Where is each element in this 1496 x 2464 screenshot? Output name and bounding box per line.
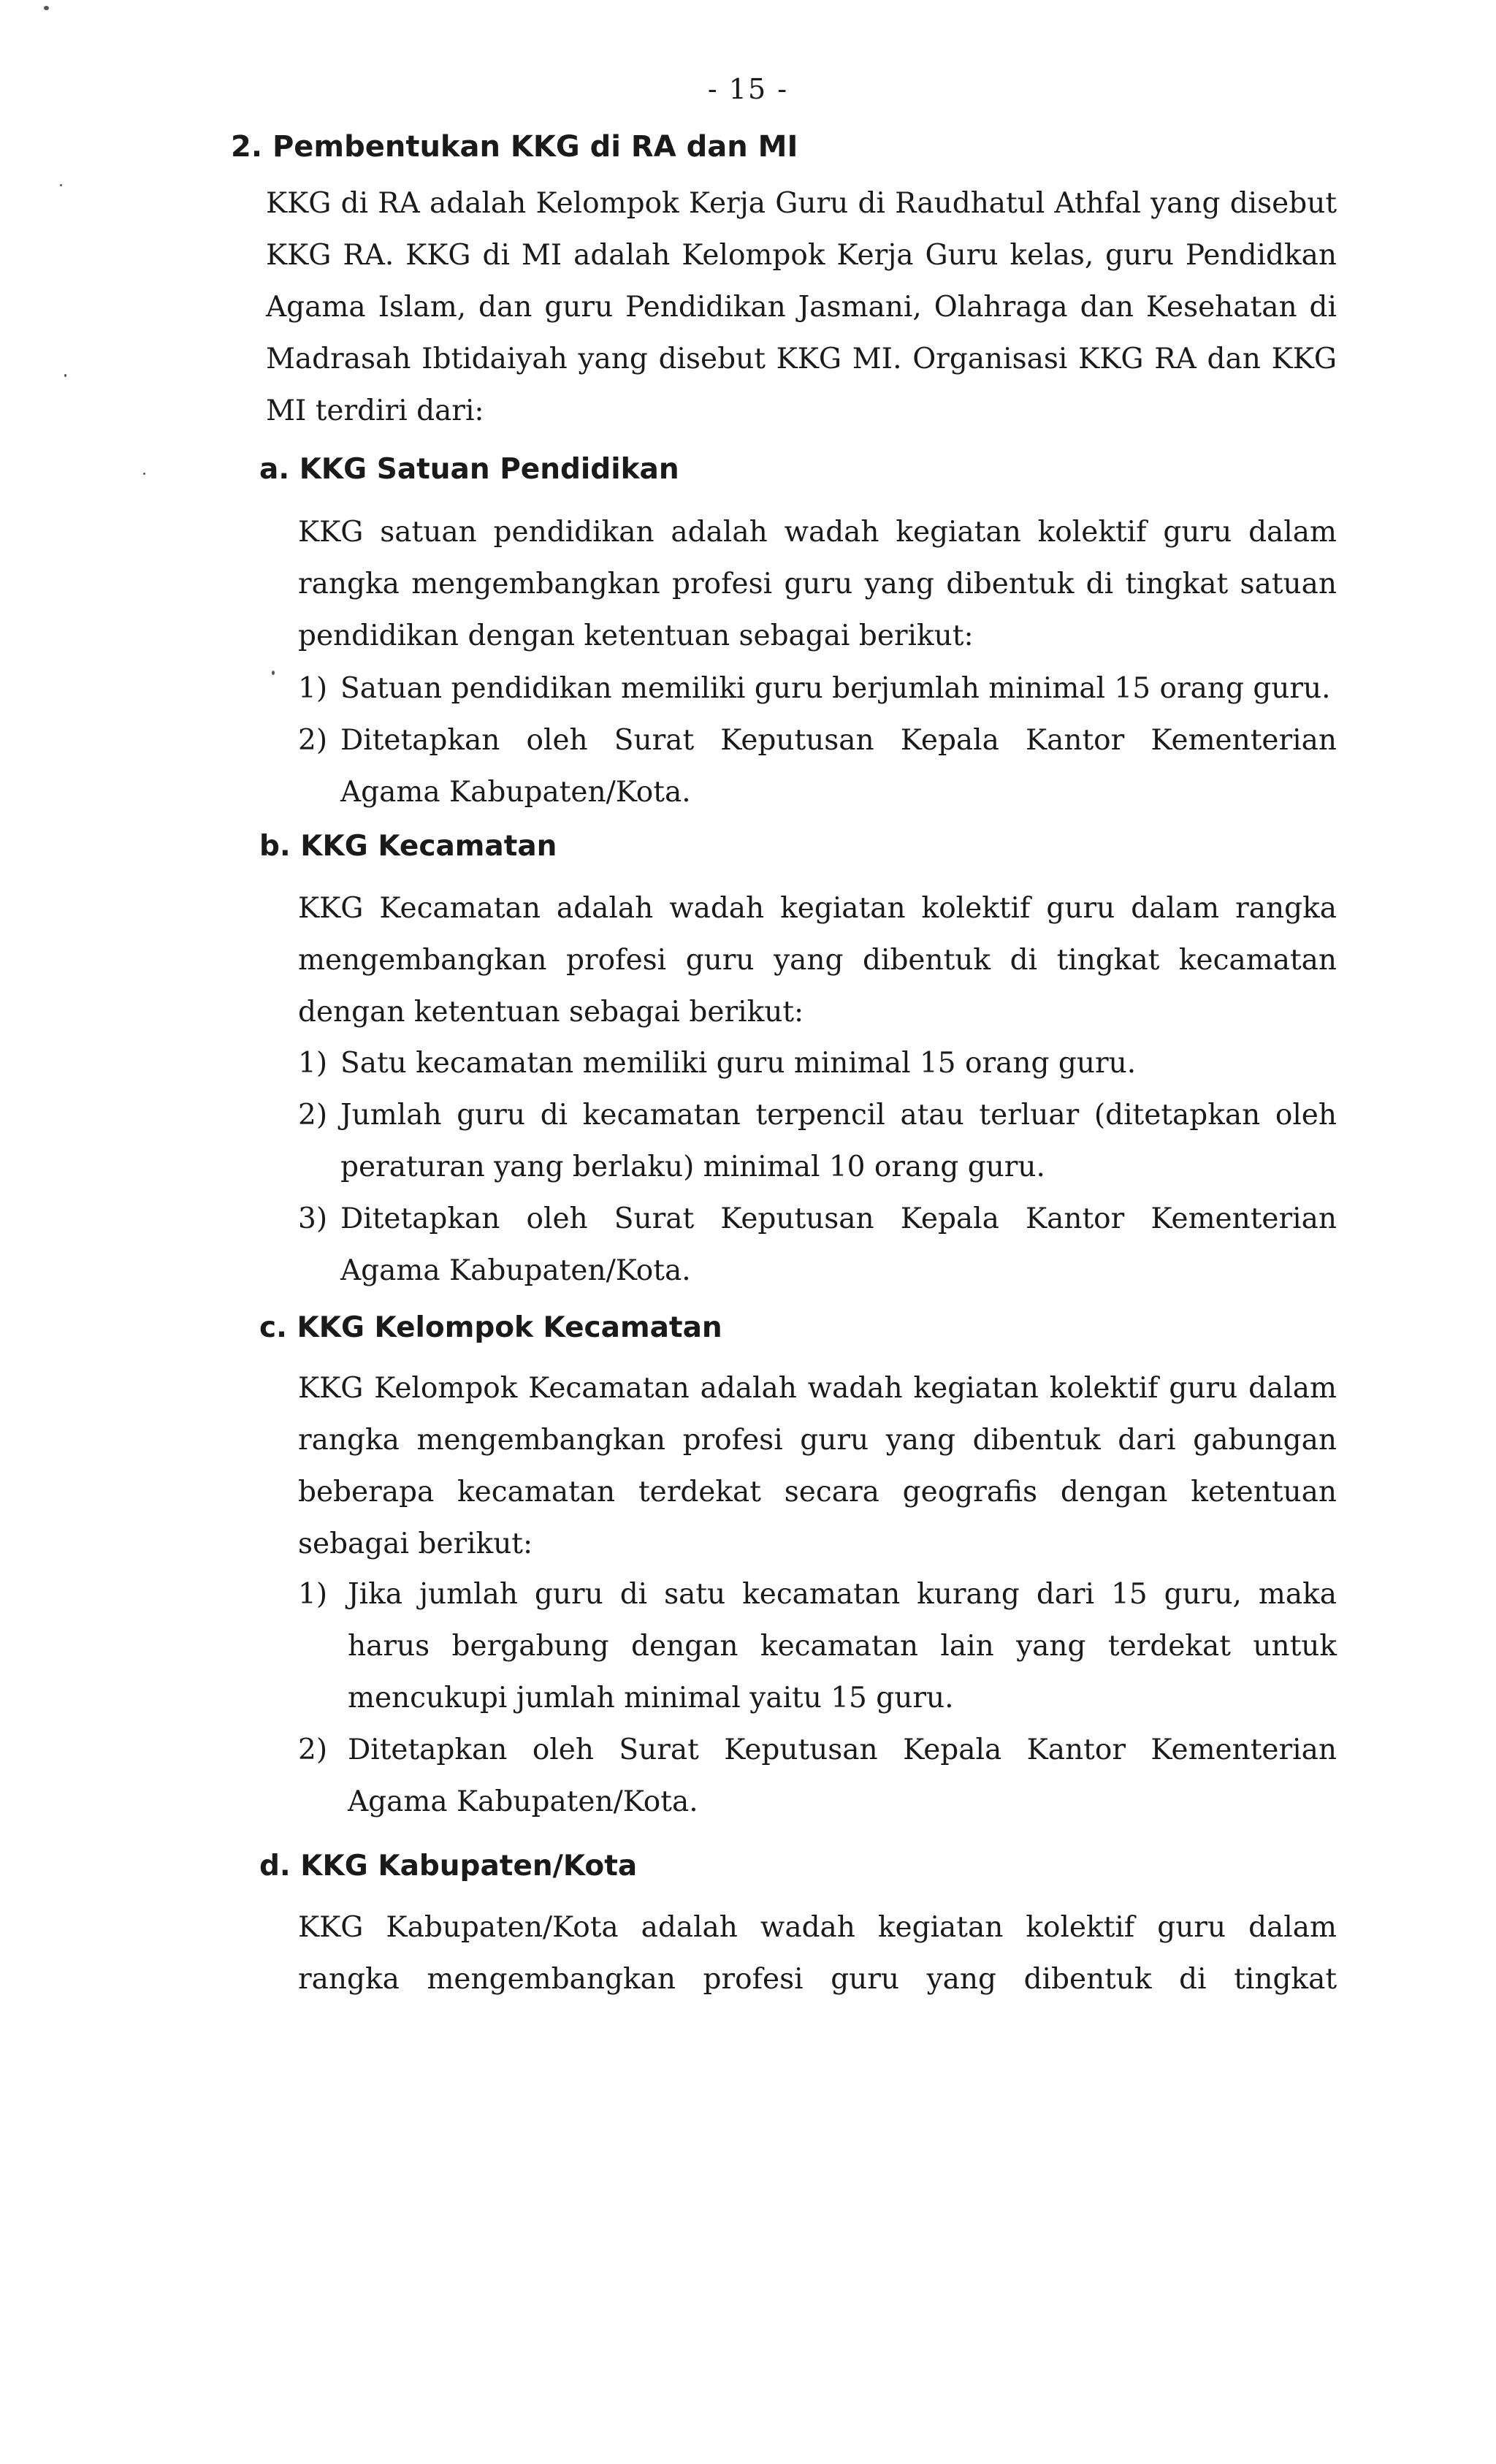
subsection-b-list — [298, 1037, 1337, 1297]
subsection-d-text: KKG Kabupaten/Kota adalah wadah kegiatan kolektif guru dalam rangka mengembangkan profesi guru yang dibentuk di tingkat — [298, 1911, 1337, 1996]
list-number: 1) — [298, 1047, 328, 1080]
list-item — [298, 1568, 1337, 1724]
scan-speck — [44, 6, 49, 10]
subsection-d-heading: d. KKG Kabupaten/Kota — [259, 1850, 638, 1883]
list-item — [298, 1724, 1337, 1828]
list-item — [298, 663, 1337, 714]
list-number: 2) — [298, 1099, 328, 1132]
scan-speck — [143, 473, 145, 475]
list-item — [298, 1193, 1337, 1297]
subsection-b-text: KKG Kecamatan adalah wadah kegiatan kolektif guru dalam rangka mengembangkan profesi guru yang dibentuk di tingkat kecamatan dengan ketentuan sebagai berikut: — [298, 892, 1337, 1029]
list-text: Ditetapkan oleh Surat Keputusan Kepala Kantor Kementerian Agama Kabupaten/Kota. — [340, 724, 1337, 809]
section-intro: KKG di RA adalah Kelompok Kerja Guru di Raudhatul Athfal yang disebut KKG RA. KKG di MI adalah Kelompok Kerja Guru kelas, guru Pendidkan Agama Islam, dan guru Pendidikan Jasmani, Olahraga dan Kesehatan di Madrasah Ibtidaiyah yang disebut KKG MI. Organisasi KKG RA dan KKG MI terdiri dari: — [266, 187, 1337, 427]
subsection-a-heading: a. KKG Satuan Pendidikan — [259, 453, 679, 486]
list-item — [298, 1037, 1337, 1089]
list-number: 1) — [298, 1578, 328, 1611]
list-item — [298, 1089, 1337, 1193]
list-number: 2) — [298, 724, 328, 757]
subsection-c-text: KKG Kelompok Kecamatan adalah wadah kegiatan kolektif guru dalam rangka mengembangkan profesi guru yang dibentuk dari gabungan beberapa kecamatan terdekat secara geografis dengan ketentuan sebagai berikut: — [298, 1372, 1337, 1560]
subsection-c-list — [298, 1568, 1337, 1828]
list-text: Jumlah guru di kecamatan terpencil atau terluar (ditetapkan oleh peraturan yang berlaku) minimal 10 orang guru. — [340, 1099, 1337, 1183]
list-text: Jika jumlah guru di satu kecamatan kurang dari 15 guru, maka harus bergabung dengan kecamatan lain yang terdekat untuk mencukupi jumlah minimal yaitu 15 guru. — [348, 1578, 1337, 1714]
subsection-a-text: KKG satuan pendidikan adalah wadah kegiatan kolektif guru dalam rangka mengembangkan profesi guru yang dibentuk di tingkat satuan pendidikan dengan ketentuan sebagai berikut: — [298, 516, 1337, 652]
list-number: 3) — [298, 1202, 328, 1235]
list-text: Ditetapkan oleh Surat Keputusan Kepala Kantor Kementerian Agama Kabupaten/Kota. — [340, 1202, 1337, 1287]
scan-speck — [64, 374, 66, 377]
list-number: 2) — [298, 1733, 328, 1766]
subsection-a-list — [298, 663, 1337, 818]
subsection-c-heading: c. KKG Kelompok Kecamatan — [259, 1311, 722, 1344]
subsection-b-heading: b. KKG Kecamatan — [259, 830, 557, 863]
list-text: Satuan pendidikan memiliki guru berjumlah minimal 15 orang guru. — [340, 672, 1331, 705]
scan-speck — [60, 184, 62, 186]
scan-speck — [272, 671, 275, 675]
list-text: Satu kecamatan memiliki guru minimal 15 orang guru. — [340, 1047, 1137, 1080]
list-item — [298, 714, 1337, 818]
list-text: Ditetapkan oleh Surat Keputusan Kepala Kantor Kementerian Agama Kabupaten/Kota. — [348, 1733, 1337, 1818]
section-heading: 2. Pembentukan KKG di RA dan MI — [231, 130, 798, 164]
page-number: - 15 - — [707, 73, 789, 105]
list-number: 1) — [298, 672, 328, 705]
